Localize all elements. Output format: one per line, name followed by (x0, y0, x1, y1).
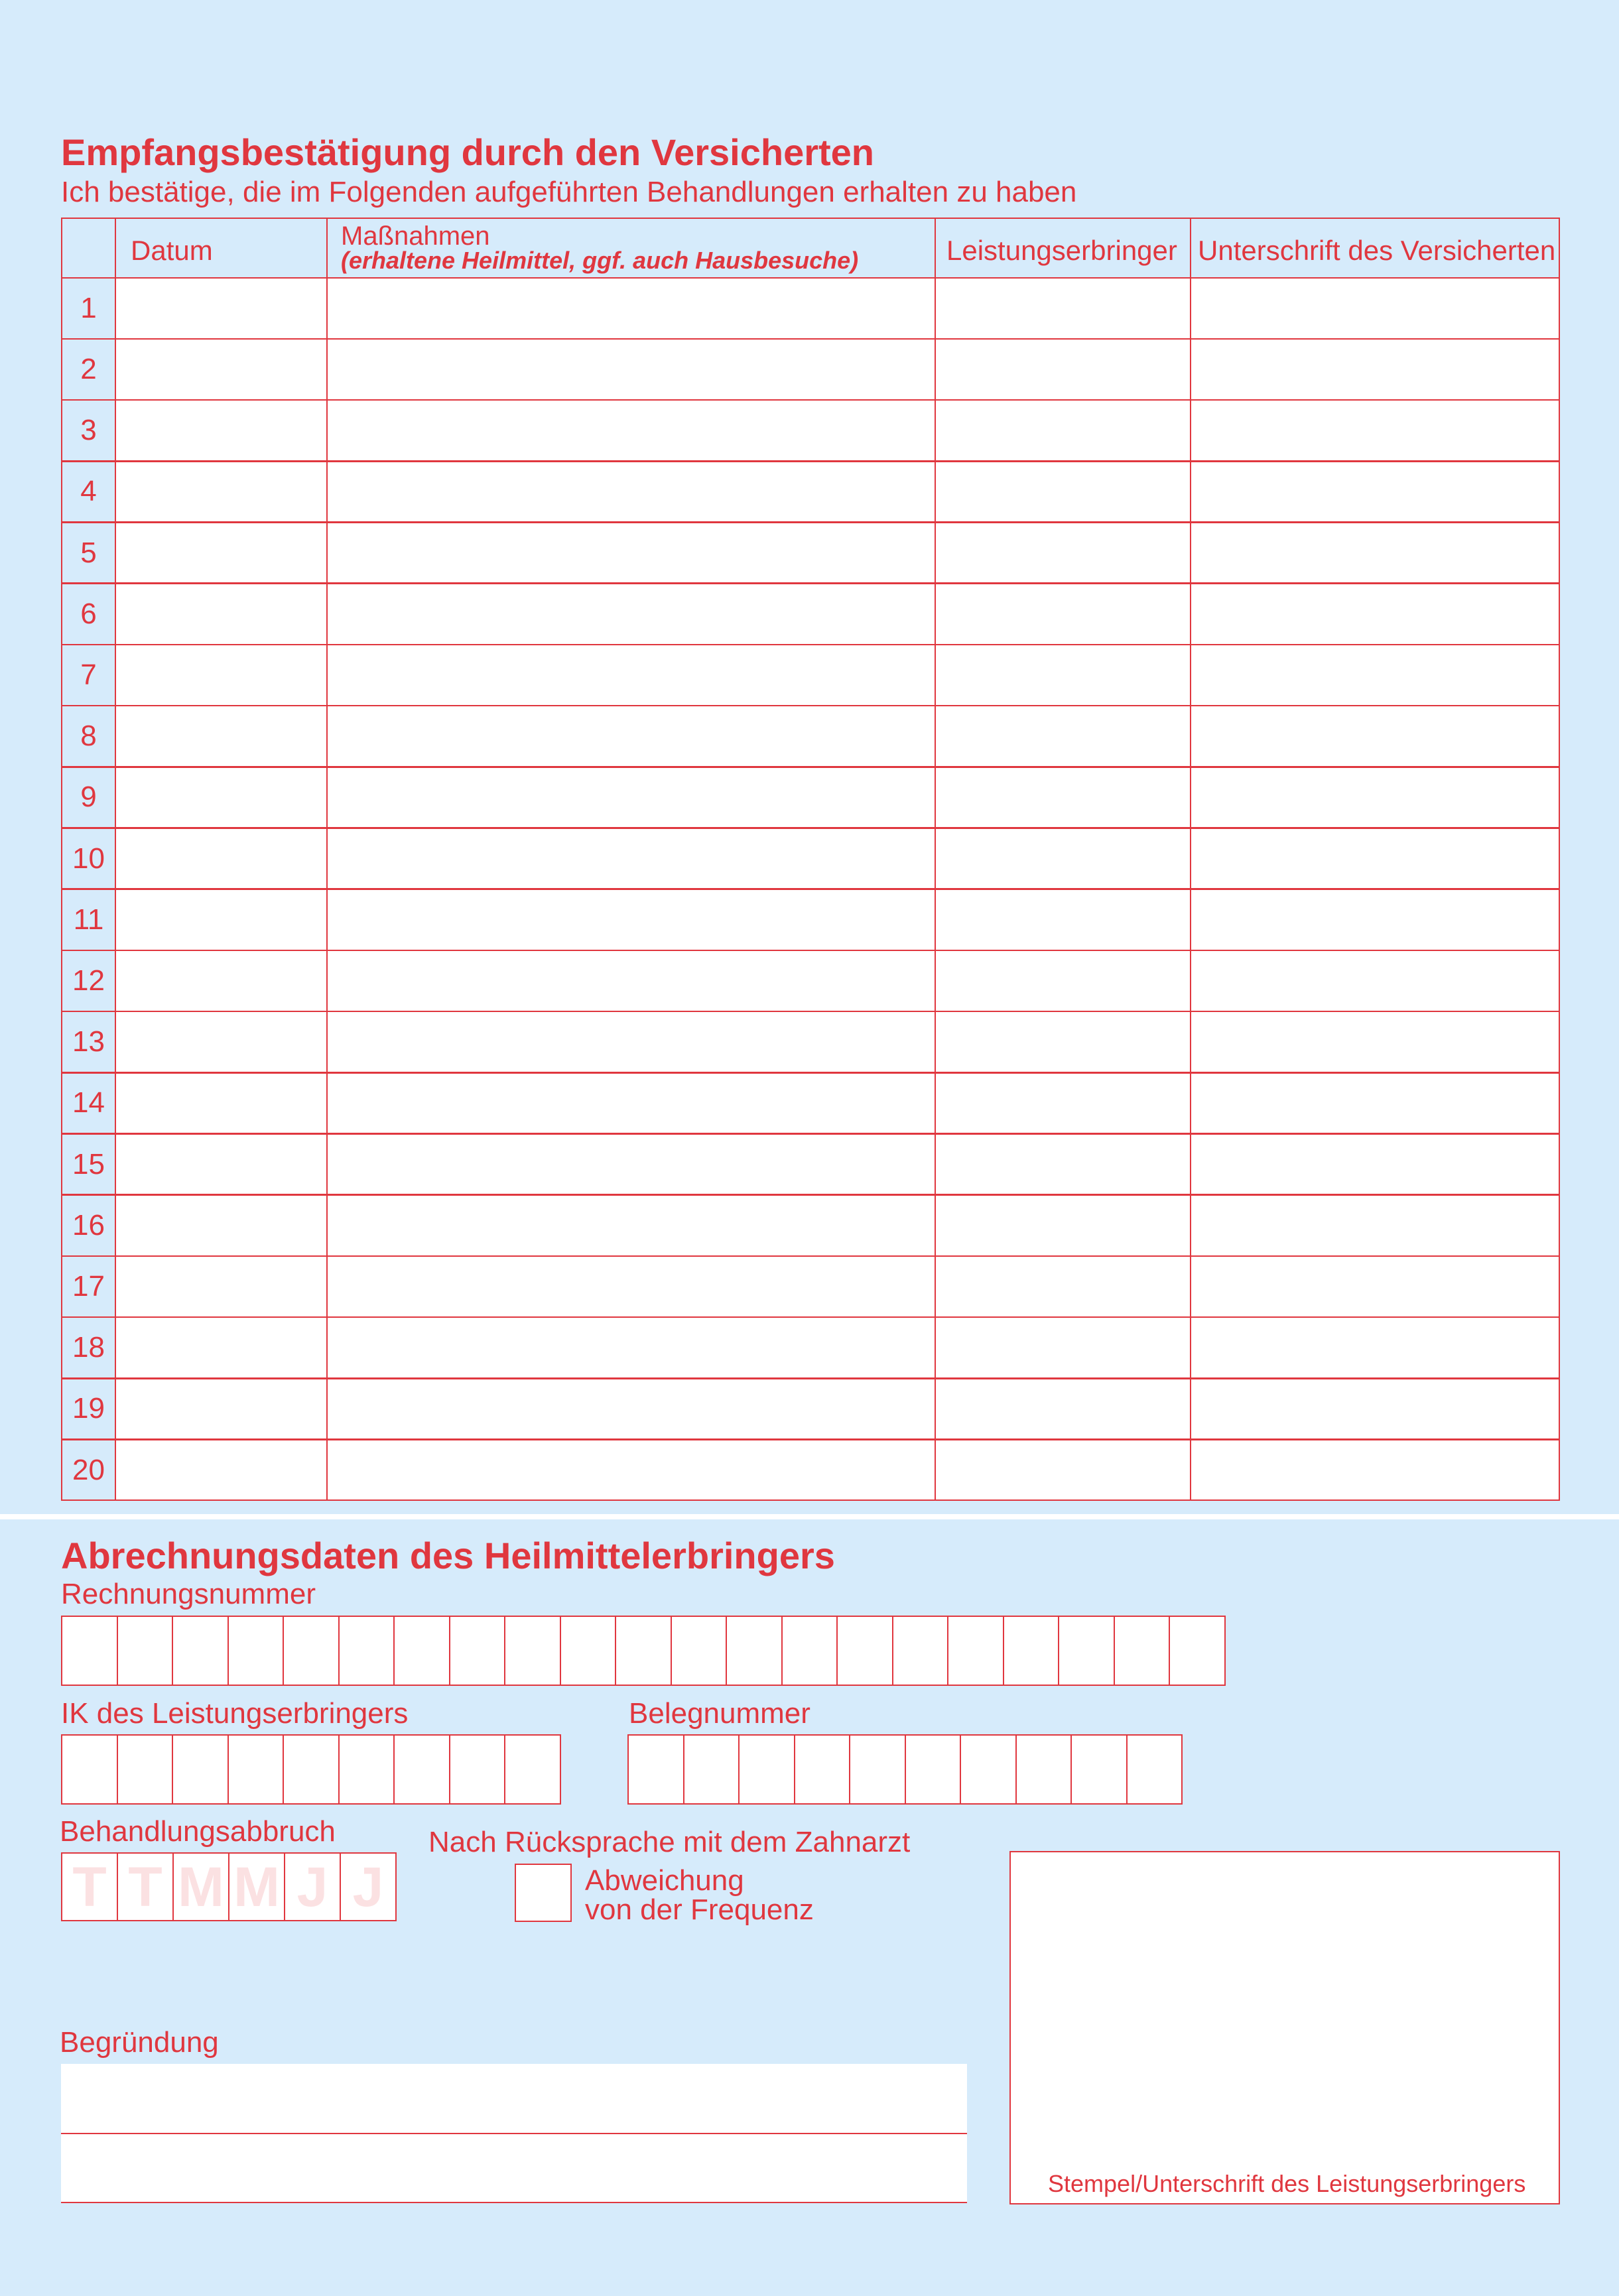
massnahmen-cell[interactable] (326, 277, 936, 340)
massnahmen-cell[interactable] (326, 828, 936, 890)
digit-box[interactable] (960, 1734, 1017, 1805)
digit-box[interactable] (1058, 1616, 1115, 1686)
leistungserbringer-cell[interactable] (935, 1378, 1191, 1440)
header-datum-cell (115, 218, 328, 279)
digit-box[interactable] (849, 1734, 906, 1805)
date-digit-box[interactable]: J (284, 1852, 341, 1921)
digit-box[interactable] (671, 1616, 728, 1686)
massnahmen-cell[interactable] (326, 461, 936, 523)
digit-box[interactable] (892, 1616, 949, 1686)
leistungserbringer-cell[interactable] (935, 1194, 1191, 1257)
digit-box[interactable] (61, 1616, 118, 1686)
header-unterschrift-cell (1190, 218, 1560, 279)
datum-cell[interactable] (115, 1194, 328, 1257)
receipt-title: Empfangsbestätigung durch den Versicherten (61, 131, 875, 173)
unterschrift-cell[interactable] (1190, 1072, 1560, 1135)
leistungserbringer-cell[interactable] (935, 1133, 1191, 1196)
datum-cell[interactable] (115, 1072, 328, 1135)
begruendung-label: Begründung (60, 2026, 219, 2059)
receipt-subtitle: Ich bestätige, die im Folgenden aufgeführten Behandlungen erhalten zu haben (61, 176, 1077, 208)
unterschrift-cell[interactable] (1190, 889, 1560, 951)
leistungserbringer-cell[interactable] (935, 461, 1191, 523)
header-massnahmen: Maßnahmen (341, 222, 490, 251)
row-number: 9 (61, 767, 116, 829)
massnahmen-cell[interactable] (326, 399, 936, 462)
digit-box[interactable] (905, 1734, 962, 1805)
section-divider (0, 1514, 1619, 1519)
leistungserbringer-cell[interactable] (935, 583, 1191, 645)
datum-cell[interactable] (115, 705, 328, 767)
rechnungsnummer-field[interactable] (61, 1616, 1224, 1686)
row-number: 6 (61, 583, 116, 645)
digit-box[interactable] (1169, 1616, 1226, 1686)
unterschrift-cell[interactable] (1190, 1133, 1560, 1196)
row-number: 12 (61, 950, 116, 1012)
unterschrift-cell[interactable] (1190, 461, 1560, 523)
row-number: 18 (61, 1316, 116, 1379)
zahnarzt-label: Nach Rücksprache mit dem Zahnarzt (428, 1826, 911, 1858)
massnahmen-cell[interactable] (326, 889, 936, 951)
leistungserbringer-cell[interactable] (935, 1439, 1191, 1501)
digit-box[interactable] (283, 1616, 340, 1686)
datum-cell[interactable] (115, 461, 328, 523)
digit-box[interactable] (1126, 1734, 1183, 1805)
date-digit-box[interactable]: T (61, 1852, 118, 1921)
row-number: 10 (61, 828, 116, 890)
leistungserbringer-cell[interactable] (935, 705, 1191, 767)
digit-box[interactable] (781, 1616, 838, 1686)
header-leistungserbringer: Leistungserbringer (946, 235, 1177, 266)
header-massnahmen-note: (erhaltene Heilmittel, ggf. auch Hausbesuche) (341, 247, 859, 274)
digit-box[interactable] (504, 1734, 561, 1805)
digit-box[interactable] (449, 1616, 506, 1686)
unterschrift-cell[interactable] (1190, 705, 1560, 767)
unterschrift-cell[interactable] (1190, 1378, 1560, 1440)
digit-box[interactable] (227, 1616, 285, 1686)
digit-box[interactable] (393, 1616, 450, 1686)
row-number: 16 (61, 1194, 116, 1257)
datum-cell[interactable] (115, 277, 328, 340)
leistungserbringer-cell[interactable] (935, 1255, 1191, 1318)
digit-box[interactable] (1003, 1616, 1060, 1686)
row-number: 15 (61, 1133, 116, 1196)
datum-cell[interactable] (115, 1439, 328, 1501)
ik-field[interactable] (61, 1734, 560, 1805)
massnahmen-cell[interactable] (326, 1439, 936, 1501)
row-number: 13 (61, 1011, 116, 1073)
datum-cell[interactable] (115, 1133, 328, 1196)
leistungserbringer-cell[interactable] (935, 950, 1191, 1012)
row-number: 3 (61, 399, 116, 462)
digit-box[interactable] (726, 1616, 783, 1686)
datum-cell[interactable] (115, 767, 328, 829)
begruendung-line (61, 2133, 967, 2134)
massnahmen-cell[interactable] (326, 583, 936, 645)
massnahmen-cell[interactable] (326, 1133, 936, 1196)
header-unterschrift: Unterschrift des Versicherten (1198, 235, 1556, 266)
leistungserbringer-cell[interactable] (935, 889, 1191, 951)
digit-box[interactable] (61, 1734, 118, 1805)
massnahmen-cell[interactable] (326, 950, 936, 1012)
datum-cell[interactable] (115, 338, 328, 401)
belegnummer-field[interactable] (627, 1734, 1181, 1805)
massnahmen-cell[interactable] (326, 338, 936, 401)
leistungserbringer-cell[interactable] (935, 828, 1191, 890)
row-number: 17 (61, 1255, 116, 1318)
datum-cell[interactable] (115, 1378, 328, 1440)
ik-label: IK des Leistungserbringers (61, 1697, 409, 1730)
digit-box[interactable] (172, 1734, 229, 1805)
unterschrift-cell[interactable] (1190, 583, 1560, 645)
massnahmen-cell[interactable] (326, 1011, 936, 1073)
leistungserbringer-cell[interactable] (935, 522, 1191, 584)
row-number: 7 (61, 644, 116, 706)
massnahmen-cell[interactable] (326, 522, 936, 584)
abweichung-checkbox[interactable] (515, 1864, 572, 1922)
date-digit-box[interactable]: M (228, 1852, 285, 1921)
leistungserbringer-cell[interactable] (935, 767, 1191, 829)
digit-box[interactable] (615, 1616, 672, 1686)
digit-box[interactable] (283, 1734, 340, 1805)
billing-title: Abrechnungsdaten des Heilmittelerbringers (61, 1535, 835, 1576)
header-leistungserbringer-cell (935, 218, 1191, 279)
datum-cell[interactable] (115, 1316, 328, 1379)
unterschrift-cell[interactable] (1190, 338, 1560, 401)
row-number: 1 (61, 277, 116, 340)
unterschrift-cell[interactable] (1190, 644, 1560, 706)
digit-box[interactable] (172, 1616, 229, 1686)
datum-cell[interactable] (115, 828, 328, 890)
treatment-table (61, 218, 1560, 1494)
digit-box[interactable] (227, 1734, 285, 1805)
row-number: 11 (61, 889, 116, 951)
unterschrift-cell[interactable] (1190, 1255, 1560, 1318)
unterschrift-cell[interactable] (1190, 828, 1560, 890)
leistungserbringer-cell[interactable] (935, 399, 1191, 462)
leistungserbringer-cell[interactable] (935, 1072, 1191, 1135)
digit-box[interactable] (836, 1616, 893, 1686)
header-massnahmen-cell (326, 218, 936, 279)
unterschrift-cell[interactable] (1190, 1316, 1560, 1379)
digit-box[interactable] (947, 1616, 1004, 1686)
datum-cell[interactable] (115, 583, 328, 645)
header-number-cell (61, 218, 116, 279)
datum-cell[interactable] (115, 644, 328, 706)
digit-box[interactable] (1114, 1616, 1171, 1686)
row-number: 20 (61, 1439, 116, 1501)
massnahmen-cell[interactable] (326, 705, 936, 767)
datum-cell[interactable] (115, 889, 328, 951)
belegnummer-label: Belegnummer (629, 1697, 810, 1730)
massnahmen-cell[interactable] (326, 767, 936, 829)
digit-box[interactable] (683, 1734, 740, 1805)
abbruch-date-field[interactable] (61, 1852, 395, 1921)
digit-box[interactable] (117, 1616, 174, 1686)
abweichung-line1: Abweichung (585, 1864, 744, 1897)
leistungserbringer-cell[interactable] (935, 277, 1191, 340)
digit-box[interactable] (1070, 1734, 1128, 1805)
unterschrift-cell[interactable] (1190, 1439, 1560, 1501)
stempel-label: Stempel/Unterschrift des Leistungserbringers (1048, 2170, 1526, 2197)
digit-box[interactable] (393, 1734, 450, 1805)
row-number: 5 (61, 522, 116, 584)
date-digit-box[interactable]: M (172, 1852, 229, 1921)
leistungserbringer-cell[interactable] (935, 338, 1191, 401)
abbruch-label: Behandlungsabbruch (60, 1815, 336, 1848)
digit-box[interactable] (794, 1734, 851, 1805)
unterschrift-cell[interactable] (1190, 767, 1560, 829)
digit-box[interactable] (338, 1616, 395, 1686)
datum-cell[interactable] (115, 1255, 328, 1318)
digit-box[interactable] (560, 1616, 617, 1686)
datum-cell[interactable] (115, 522, 328, 584)
row-number: 19 (61, 1378, 116, 1440)
row-number: 4 (61, 461, 116, 523)
digit-box[interactable] (338, 1734, 395, 1805)
unterschrift-cell[interactable] (1190, 950, 1560, 1012)
unterschrift-cell[interactable] (1190, 522, 1560, 584)
unterschrift-cell[interactable] (1190, 1194, 1560, 1257)
digit-box[interactable] (117, 1734, 174, 1805)
unterschrift-cell[interactable] (1190, 1011, 1560, 1073)
digit-box[interactable] (627, 1734, 684, 1805)
massnahmen-cell[interactable] (326, 1316, 936, 1379)
unterschrift-cell[interactable] (1190, 277, 1560, 340)
digit-box[interactable] (1015, 1734, 1072, 1805)
leistungserbringer-cell[interactable] (935, 1011, 1191, 1073)
row-number: 2 (61, 338, 116, 401)
rechnungsnummer-label: Rechnungsnummer (61, 1578, 316, 1610)
digit-box[interactable] (738, 1734, 795, 1805)
datum-cell[interactable] (115, 399, 328, 462)
digit-box[interactable] (504, 1616, 561, 1686)
row-number: 14 (61, 1072, 116, 1135)
datum-cell[interactable] (115, 950, 328, 1012)
abweichung-line2: von der Frequenz (585, 1893, 814, 1926)
massnahmen-cell[interactable] (326, 1194, 936, 1257)
begruendung-field[interactable] (61, 2064, 967, 2203)
unterschrift-cell[interactable] (1190, 399, 1560, 462)
massnahmen-cell[interactable] (326, 1072, 936, 1135)
header-datum: Datum (131, 235, 213, 266)
massnahmen-cell[interactable] (326, 1378, 936, 1440)
date-digit-box[interactable]: J (340, 1852, 397, 1921)
digit-box[interactable] (449, 1734, 506, 1805)
begruendung-line (61, 2202, 967, 2203)
massnahmen-cell[interactable] (326, 644, 936, 706)
leistungserbringer-cell[interactable] (935, 644, 1191, 706)
datum-cell[interactable] (115, 1011, 328, 1073)
row-number: 8 (61, 705, 116, 767)
date-digit-box[interactable]: T (117, 1852, 174, 1921)
stempel-box[interactable] (1009, 1851, 1560, 2204)
leistungserbringer-cell[interactable] (935, 1316, 1191, 1379)
massnahmen-cell[interactable] (326, 1255, 936, 1318)
